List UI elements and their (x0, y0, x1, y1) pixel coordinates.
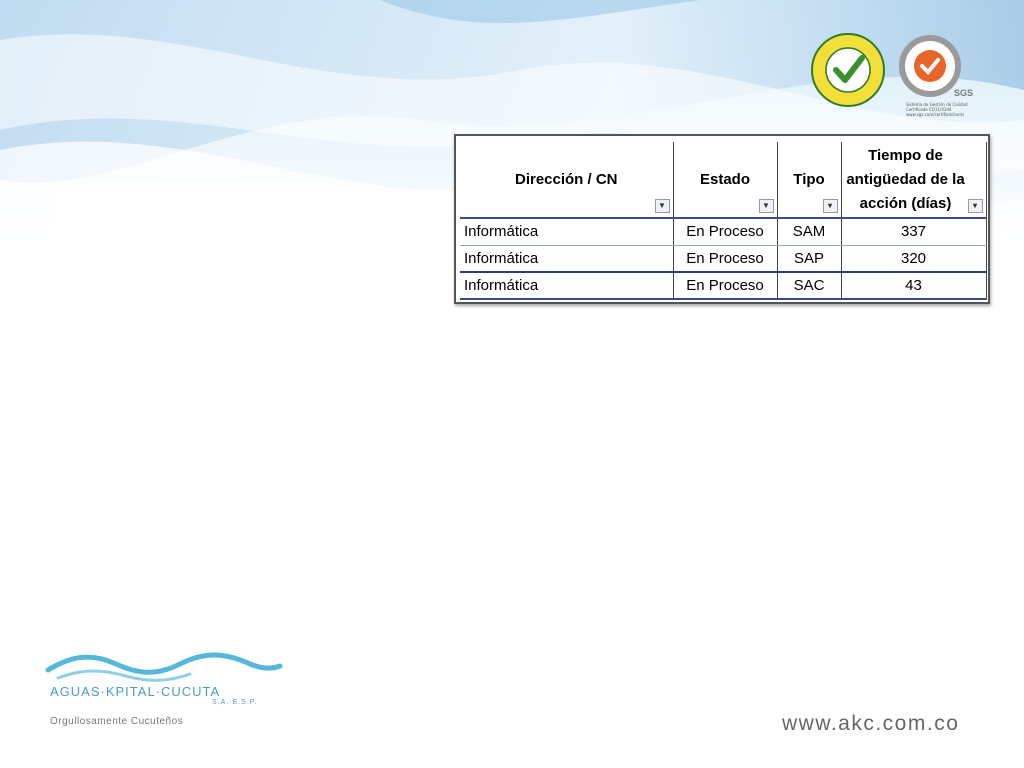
aging-row: Informática En Proceso SAM 337 (460, 218, 986, 245)
col-estado: Estado ▼ (673, 142, 777, 218)
aging-row: Informática En Proceso SAC 43 (460, 272, 986, 299)
company-suffix: S.A.·E.S.P. (212, 699, 258, 706)
company-name: AGUAS·KPITAL·CUCUTA (50, 684, 221, 699)
social-responsibility-seal (810, 32, 886, 108)
sgs-iso-seal (898, 34, 988, 126)
aging-header-row (460, 142, 986, 218)
zoomed-filter-table (454, 134, 990, 304)
dropdown-icon[interactable]: ▾ (823, 199, 838, 213)
filter-icon[interactable]: ▼ (655, 199, 670, 213)
website-link[interactable]: www.akc.com.co (782, 712, 960, 735)
aging-row: Informática En Proceso SAP 320 (460, 245, 986, 272)
dropdown-icon[interactable]: ▾ (968, 199, 983, 213)
col-tiempo: Tiempo de antigüedad de la acción (días) ▾ (841, 142, 986, 218)
sgs-certificate-text: Sistema de Gestión de Calidad Certificado CO11/4344 www.sgs.com/certifiedclients (906, 102, 968, 117)
col-direccion: Dirección / CN ▼ (460, 142, 673, 218)
col-tipo: Tipo ▾ (777, 142, 841, 218)
tagline: Orgullosamente Cucuteños (50, 716, 184, 727)
aging-table (460, 142, 987, 300)
sgs-brand: SGS (954, 88, 974, 98)
filter-icon[interactable]: ▼ (759, 199, 774, 213)
